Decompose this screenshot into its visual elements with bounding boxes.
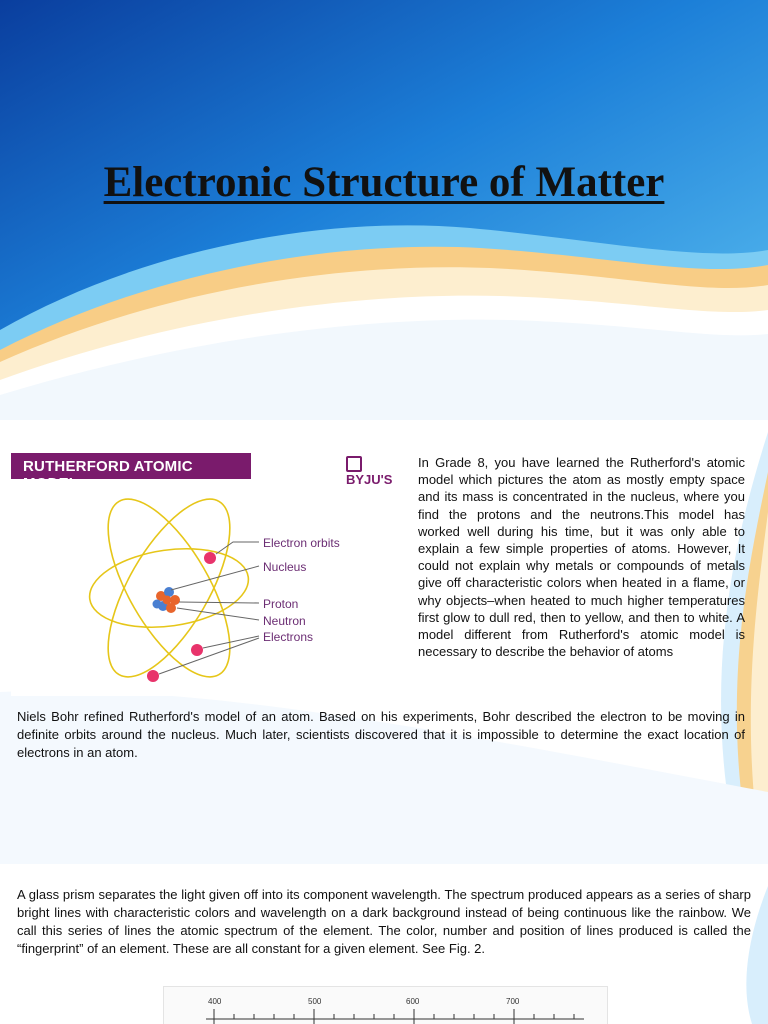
rutherford-paragraph: In Grade 8, you have learned the Rutherford's atomic model which pictures the atom as mostly empty space and its mass is concentrated in the nucleus, where you find the protons and the neutrons.This model has worked well during his time, but it was only able to explain a few simple properties of atoms. However, It could not explain why metals or compounds of metals give off characteristic colors when heated in a flame, or why objects–when heated to much higher temperatures first glow to dull red, then to yellow, and then to white. A model different from Rutherford's atomic model is necessary to describe the behavior of atoms (418, 455, 745, 660)
label-electron-orbits: Electron orbits (263, 536, 340, 550)
prism-paragraph: A glass prism separates the light given off into its component wavelength. The spectrum produced appears as a series of sharp bright lines with characteristic colors and wavelength on a dark background instead of being continuous like the rainbow. We call this series of lines the atomic spectrum of the element. The color, number and position of lines produced is called the “fingerprint” of an element. These are all constant for a given element. See Fig. 2. (17, 887, 751, 956)
atom-diagram (11, 450, 400, 696)
scale-label-500: 500 (308, 997, 322, 1006)
label-electrons: Electrons (263, 630, 314, 644)
scale-label-600: 600 (406, 997, 420, 1006)
label-proton: Proton (263, 597, 299, 611)
figure-banner-text: RUTHERFORD ATOMIC MODEL (23, 458, 193, 492)
label-neutron: Neutron (263, 614, 306, 628)
wave-background (0, 0, 768, 420)
spectrum-slide (0, 866, 768, 1024)
label-nucleus: Nucleus (263, 560, 307, 574)
rutherford-figure (11, 450, 400, 696)
rutherford-slide (0, 432, 768, 864)
scale-label-400: 400 (208, 997, 222, 1006)
brand-name: BYJU'S (346, 472, 393, 487)
scale-ruler (164, 987, 607, 1024)
title-slide (0, 0, 768, 420)
wavelength-scale (163, 986, 608, 1024)
bohr-paragraph: Niels Bohr refined Rutherford's model of an atom. Based on his experiments, Bohr described the electron to be moving in definite orbits around the nucleus. Much later, scientists discovered that it is impossible to determine the exact location of electrons in an atom. (17, 709, 745, 760)
page-title: Electronic Structure of Matter (103, 159, 665, 206)
nucleus (153, 587, 181, 613)
scale-label-700: 700 (506, 997, 520, 1006)
